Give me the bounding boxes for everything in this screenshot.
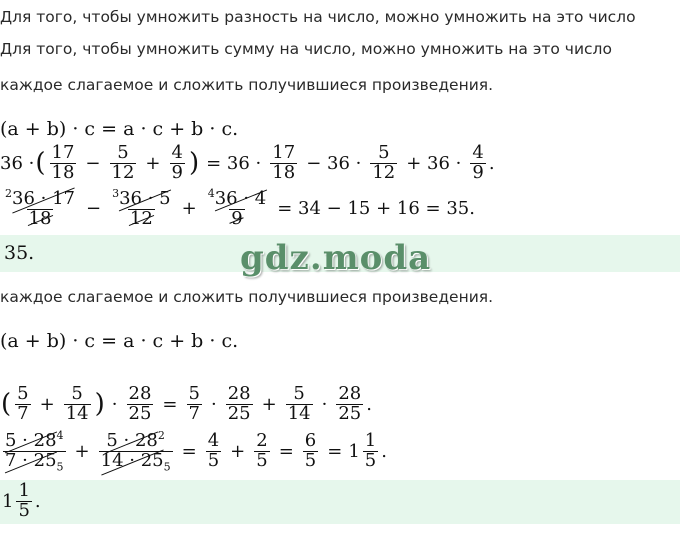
expression-line-4	[0, 430, 387, 473]
answer2-end: .	[34, 490, 41, 512]
fraction-5-14: $\frac{5}{14}$	[65, 383, 89, 424]
fraction-28-25-b: $\frac{28}{25}$	[227, 383, 251, 424]
formula-distributive-2: (a + b) · c = a · c + b · c.	[0, 330, 239, 352]
text-line-sum: Для того, чтобы умножить сумму на число, можно умножить на это число	[0, 40, 612, 58]
fraction-5-7-b: $\frac{5}{7}$	[188, 383, 200, 424]
plus-sign-2: +	[181, 197, 197, 219]
answer-band-2	[0, 480, 680, 524]
reduced-fraction-4: $\frac{5 \cdot 28^4}{7 \cdot 25_5}$	[5, 429, 64, 474]
minus-sign: −	[85, 152, 101, 174]
minus-sign-2: −	[85, 197, 102, 219]
text-line-products-2: каждое слагаемое и сложить получившиеся произведения.	[0, 288, 494, 306]
fraction-4-9: $\frac{4}{9}$	[171, 142, 183, 183]
plus-sign-3: +	[39, 393, 55, 415]
answer-2	[2, 482, 41, 521]
plus-sign-3b: +	[261, 393, 277, 415]
fraction-5-12-b: $\frac{5}{12}$	[372, 142, 396, 183]
expression-line-1	[0, 144, 495, 183]
fraction-5-14-b: $\frac{5}{14}$	[287, 383, 311, 424]
fraction-4-9-b: $\frac{4}{9}$	[472, 142, 484, 183]
open-paren-3: (	[1, 389, 12, 420]
fraction-5-12: $\frac{5}{12}$	[111, 142, 135, 183]
fraction-17-18-b: $\frac{17}{18}$	[272, 142, 296, 183]
answer2-whole: 1	[2, 490, 14, 512]
expr4-end: .	[381, 441, 387, 463]
text-line-products: каждое слагаемое и сложить получившиеся произведения.	[0, 76, 494, 94]
expr3-end: .	[366, 393, 372, 415]
close-paren: )	[188, 148, 200, 179]
reduced-fraction-5: $\frac{5 \cdot 28^2}{14 \cdot 25_5}$	[100, 429, 171, 474]
fraction-17-18: $\frac{17}{18}$	[51, 142, 75, 183]
formula-distributive: (a + b) · c = a · c + b · c.	[0, 118, 239, 140]
reduced-fraction-1: $\frac{^236 \cdot 17}{18}$	[5, 187, 75, 229]
text-line-difference: Для того, чтобы умножить разность на число, можно умножить на это число	[0, 8, 636, 26]
equals-sign-3: =	[162, 393, 178, 415]
watermark-logo: gdz.moda	[240, 238, 432, 278]
fraction-4-5: $\frac{4}{5}$	[207, 430, 220, 472]
times-sign-3b: ·	[210, 393, 217, 415]
expression-line-2	[0, 188, 481, 229]
open-paren: (	[35, 148, 46, 179]
reduced-fraction-2: $\frac{^336 \cdot 5}{12}$	[112, 187, 171, 229]
fraction-1-5: $\frac{1}{5}$	[364, 430, 377, 472]
expr1-end: .	[488, 152, 495, 174]
rhs-c: + 36 ·	[406, 152, 462, 174]
expr1-lead: 36 ·	[0, 152, 35, 174]
plus-sign-4b: +	[230, 441, 246, 463]
fraction-28-25-c: $\frac{28}{25}$	[338, 383, 362, 424]
fraction-28-25: $\frac{28}{25}$	[128, 383, 152, 424]
fraction-2-5: $\frac{2}{5}$	[256, 430, 268, 472]
mixed-whole: 1	[348, 441, 360, 463]
equals-sign-4b: =	[278, 441, 294, 463]
rhs-a: = 36 ·	[206, 152, 262, 174]
plus-sign: +	[145, 152, 161, 174]
answer-1: 35.	[4, 242, 35, 264]
rhs-b: − 36 ·	[306, 152, 362, 174]
equals-sign-4: =	[181, 441, 197, 463]
expr2-result: = 34 − 15 + 16 = 35.	[277, 197, 475, 219]
equals-sign-4c: =	[327, 441, 343, 463]
expression-line-3	[0, 385, 372, 424]
reduced-fraction-3: $\frac{^436 \cdot 4}{9}$	[207, 187, 267, 229]
fraction-6-5: $\frac{6}{5}$	[304, 430, 317, 472]
times-sign-3c: ·	[321, 393, 328, 415]
close-paren-3: )	[94, 389, 105, 420]
fraction-5-7: $\frac{5}{7}$	[17, 383, 29, 424]
plus-sign-4: +	[74, 441, 90, 463]
times-sign-3: ·	[111, 393, 118, 415]
answer2-fraction: $\frac{1}{5}$	[18, 480, 30, 521]
